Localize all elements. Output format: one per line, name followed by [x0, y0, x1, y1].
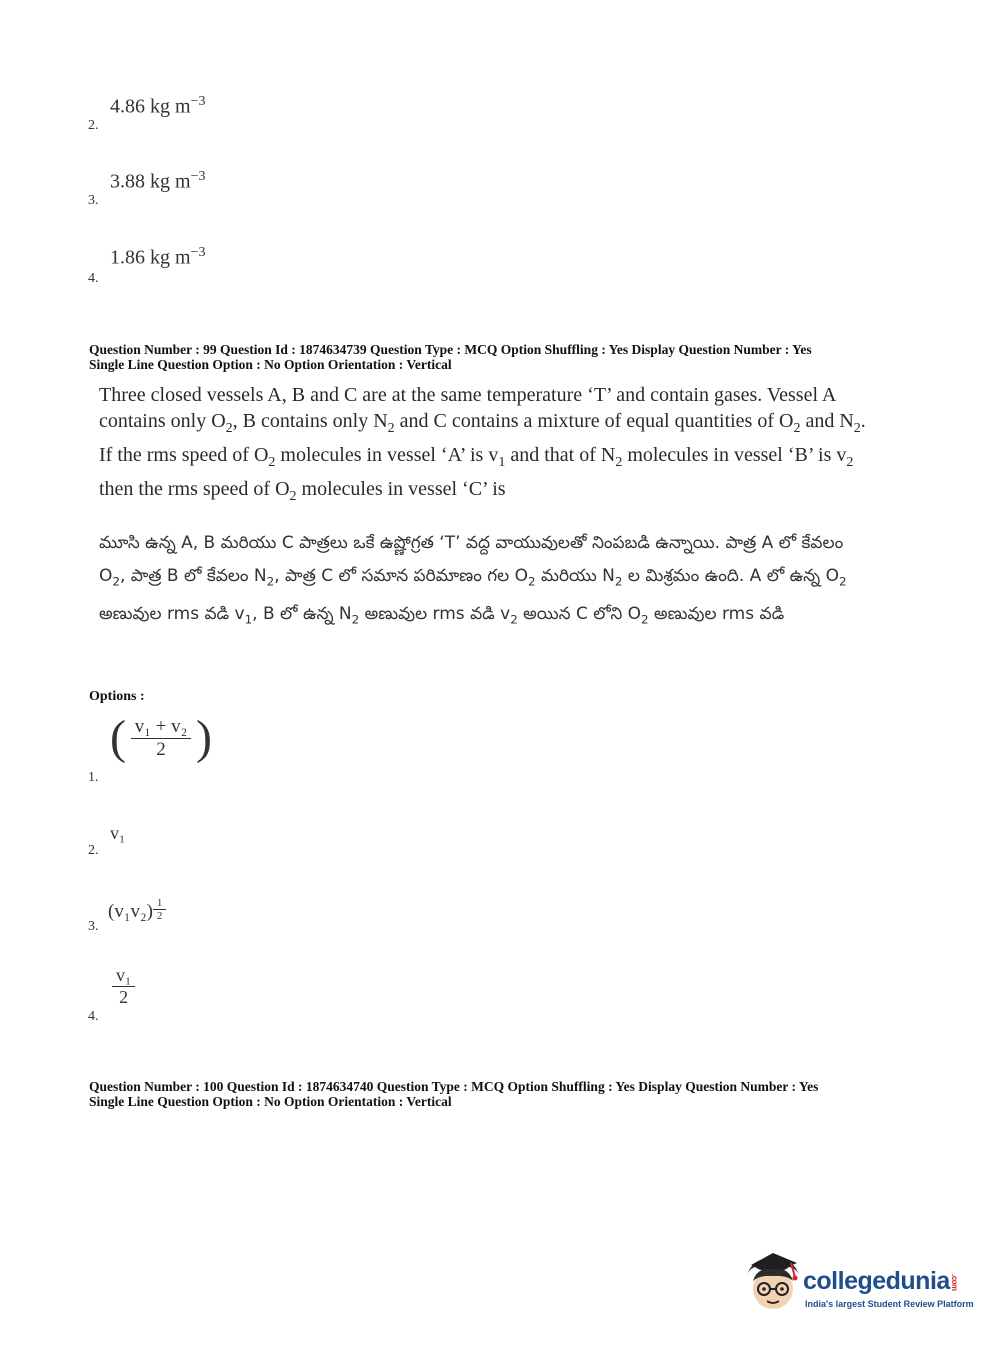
- option-value: 3.88 kg $m^{-3}$: [110, 169, 206, 193]
- question-meta-line: Single Line Question Option : No Option Orientation : Vertical: [89, 1094, 452, 1109]
- option-value: v₁: [110, 823, 126, 843]
- option-number: 3.: [88, 919, 99, 934]
- question-text-english: Three closed vessels A, B and C are at the same temperature ‘T’ and contain gases. Vessel A contains only $O_2$, B contains only $N_2$ and C contains a mixture of equal quantities of $O_2$ and $N_2$. If the rms speed of $O_2$ molecules in vessel ‘A’ is $v_1$ and that of $N_2$ molecules in vessel ‘B’ is $v_2$ then the rms speed of $O_2$ molecules in vessel ‘C’ is: [99, 384, 866, 504]
- question-meta: [89, 342, 969, 372]
- option-1: [88, 712, 288, 792]
- option-3: [88, 893, 288, 938]
- question-meta-line: Single Line Question Option : No Option Orientation : Vertical: [89, 357, 452, 372]
- prev-option-2: [88, 92, 288, 137]
- option-number: 4.: [88, 271, 99, 286]
- prev-option-3: [88, 167, 288, 212]
- brand-name: collegedunia.com: [803, 1267, 959, 1295]
- options-label: Options :: [89, 689, 145, 704]
- brand-tagline: India's largest Student Review Platform: [805, 1299, 974, 1309]
- option-value: (v₁v₂) $\frac{1}{2}$: [108, 901, 166, 923]
- question-text-telugu: మూసి ఉన్న A, B మరియు C పాత్రలు ఒకే ఉష్ణోగ్రత ‘T’ వద్ద వాయువులతో నింపబడి ఉన్నాయి. పాత్ర A లో కేవలం $O_2$, పాత్ర B లో కేవలం $N_2$, పాత్ర C లో సమాన పరిమాణం గల $O_2$ మరియు $N_2$ ల మిశ్రమం ఉంది. A లో ఉన్న $O_2$ అణువుల rms వడి $v_1$, B లో ఉన్న $N_2$ అణువుల rms వడి $v_2$ అయిన C లోని $O_2$ అణువుల rms వడి: [99, 533, 847, 627]
- question-meta-line: Question Number : 100 Question Id : 1874634740 Question Type : MCQ Option Shuffling : Yes Display Question Number : Yes: [89, 1079, 819, 1094]
- option-value: $\frac{\text{v₁}}{2}$: [112, 965, 135, 1008]
- option-2: [88, 823, 288, 863]
- option-number: 4.: [88, 1009, 99, 1024]
- option-value: ( $\frac{\text{v₁ + v₂}}{2}$ ): [110, 711, 212, 764]
- option-value: 4.86 kg $m^{-3}$: [110, 94, 206, 118]
- question-meta-line: Question Number : 99 Question Id : 1874634739 Question Type : MCQ Option Shuffling : Yes Display Question Number : Yes: [89, 342, 812, 357]
- option-number: 2.: [88, 118, 99, 133]
- option-number: 1.: [88, 770, 99, 785]
- option-number: 2.: [88, 843, 99, 858]
- option-4: [88, 965, 288, 1025]
- option-value: 1.86 kg $m^{-3}$: [110, 245, 206, 269]
- prev-option-4: [88, 243, 288, 288]
- collegedunia-logo: [743, 1251, 973, 1321]
- student-mascot-icon: [743, 1251, 803, 1315]
- question-meta: [89, 1079, 969, 1109]
- option-number: 3.: [88, 193, 99, 208]
